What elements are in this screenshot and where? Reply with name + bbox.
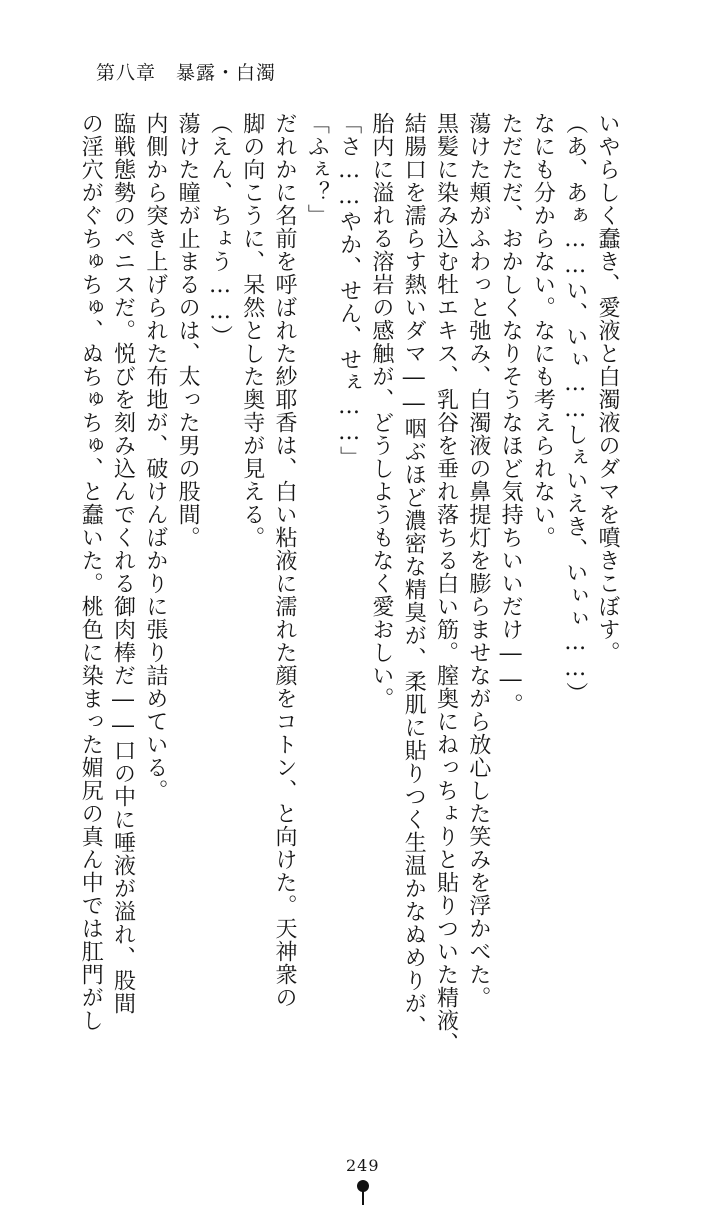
text-line: 内側から突き上げられた布地が、破けんばかりに張り詰めている。 xyxy=(142,112,168,802)
text-line: いやらしく蠢き、愛液と白濁液のダマを噴きこぼす。 xyxy=(595,112,620,664)
text-line: 蕩けた瞳が止まるのは、太った男の股間。 xyxy=(175,112,201,549)
text-line: 結腸口を濡らす熱いダマ――咽ぶほど濃密な精臭が、柔肌に貼りつく生温かなぬめりが、 xyxy=(401,112,427,1038)
page-number: 249 xyxy=(346,1156,380,1175)
text-line: 胎内に溢れる溶岩の感触が、どうしようもなく愛おしい。 xyxy=(368,112,394,710)
text-line: の淫穴がぐちゅちゅ、ぬちゅちゅ、と蠢いた。桃色に染まった媚尻の真ん中では肛門がし xyxy=(78,112,104,1032)
text-line: 「さ……やか、せん、せぇ……」 xyxy=(336,112,362,469)
text-line: だれかに名前を呼ばれた紗耶香は、白い粘液に濡れた顔をコトン、と向けた。天神衆の xyxy=(272,112,298,1009)
text-line: なにも分からない。なにも考えられない。 xyxy=(530,112,556,549)
text-line: 脚の向こうに、呆然とした奥寺が見える。 xyxy=(239,112,265,549)
text-line: （えん、ちょう……） xyxy=(207,112,233,348)
text-line: 蕩けた頬がふわっと弛み、白濁液の鼻提灯を膨らませながら放心した笑みを浮かべた。 xyxy=(465,112,491,1009)
text-line: 黒髪に染み込む牡エキス、乳谷を垂れ落ちる白い筋。膣奥にねっちょりと貼りついた精液、 xyxy=(433,112,459,1055)
running-header: 第八章 暴露・白濁 xyxy=(96,62,277,84)
text-line: 「ふぇ？」 xyxy=(304,112,330,227)
text-line: ただただ、おかしくなりそうなほど気持ちいいだけ――。 xyxy=(498,112,524,716)
vertical-body-text xyxy=(78,112,623,1114)
text-line: （あ、あぁ……い、いぃ……しぇいえき、いぃぃ……） xyxy=(562,112,588,705)
text-line: 臨戦態勢のペニスだ。悦びを刻み込んでくれる御肉棒だ――口の中に唾液が溢れ、股間 xyxy=(110,112,136,1015)
page-edge-mark xyxy=(357,1180,369,1192)
